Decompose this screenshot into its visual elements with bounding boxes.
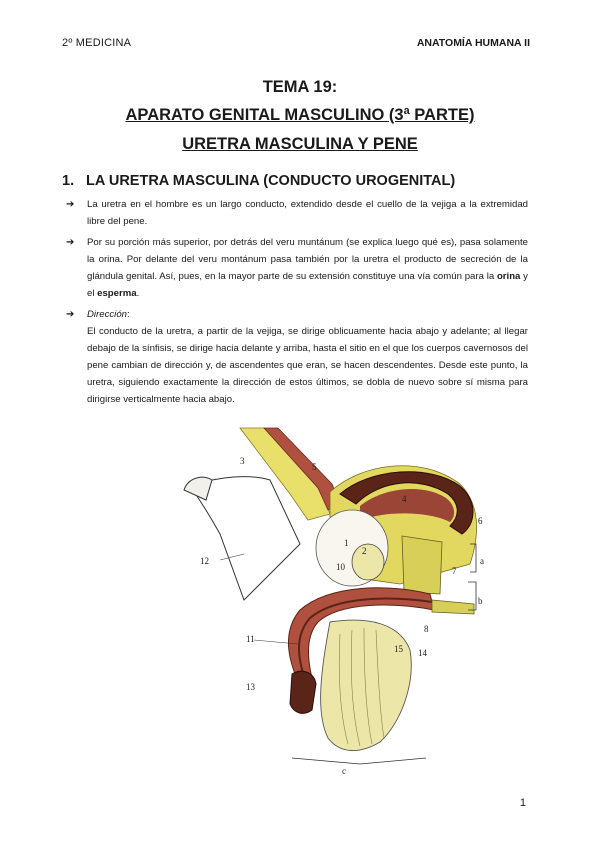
- label-2: 2: [362, 546, 367, 556]
- page-number: 1: [519, 797, 526, 809]
- label-8: 8: [424, 624, 429, 634]
- bullet-list: [66, 196, 528, 412]
- direction-paragraph: El conducto de la uretra, a partir de la vejiga, se dirige oblicuamente hacia abajo y adelante; al llegar debajo de la sínfisis, se dirige hacia delante y arriba, hasta el sitio en el que los cuerpos cavernosos del pene cambian de dirección y, de ascendentes que eran, se hacen descendentes. Desde este punto, la uretra, siguiendo exactamente la dirección de estos últimos, se dobla de nuevo sobre sí misma para dirigirse verticalmente hacia abajo.: [87, 326, 528, 405]
- label-3: 3: [240, 456, 245, 466]
- label-4: 4: [402, 494, 407, 504]
- label-7: 7: [452, 566, 457, 576]
- seminal-gland: [402, 536, 442, 594]
- header-course: 2º MEDICINA: [62, 37, 132, 49]
- arrow-icon: ➔: [66, 309, 75, 320]
- label-14: 14: [418, 648, 427, 658]
- bullet-item: [66, 196, 528, 230]
- label-1: 1: [344, 538, 349, 548]
- label-a: a: [480, 556, 484, 566]
- arrow-icon: ➔: [66, 199, 75, 210]
- label-b: b: [478, 596, 483, 606]
- bullet-item: [66, 234, 528, 302]
- section-number: 1.: [62, 173, 75, 189]
- header-subject: ANATOMÍA HUMANA II: [416, 37, 530, 49]
- label-10: 10: [336, 562, 345, 572]
- bullet-text: y el: [87, 271, 528, 299]
- anatomical-figure: [180, 424, 500, 780]
- label-13: 13: [246, 682, 255, 692]
- scrotum: [321, 620, 412, 750]
- label-11: 11: [246, 634, 255, 644]
- bullet-text: .: [136, 288, 140, 299]
- section-heading: [62, 173, 455, 189]
- arrow-icon: ➔: [66, 237, 75, 248]
- label-5: 5: [312, 462, 317, 472]
- label-15: 15: [394, 644, 403, 654]
- label-6: 6: [478, 516, 483, 526]
- topic-title: APARATO GENITAL MASCULINO (3ª PARTE): [125, 106, 475, 124]
- bullet-text: Por su porción más superior, por detrás del veru muntánum (se explica luego qué es), pasa solamente la orina. Por delante del veru montánum pasa también por la uretra el producto de secreción de la glándula genital. Así, pues, en la mayor parte de su extensión constituye una vía común para la: [87, 237, 528, 282]
- topic-number: TEMA 19:: [262, 78, 338, 96]
- bullet-text: La uretra en el hombre es un largo conducto, extendido desde el cuello de la vejiga a la extremidad libre del pene.: [87, 199, 528, 227]
- glans-lower: [290, 671, 316, 713]
- label-colon: :: [127, 309, 130, 320]
- label-c: c: [342, 766, 346, 776]
- label-12: 12: [200, 556, 209, 566]
- brace-c: [292, 758, 426, 764]
- bullet-item: [66, 306, 528, 408]
- bold-term-orina: orina: [496, 271, 521, 282]
- prostate: [352, 544, 384, 580]
- bold-term-esperma: esperma: [97, 288, 137, 299]
- direction-label: Dirección: [87, 309, 127, 320]
- section-title: LA URETRA MASCULINA (CONDUCTO UROGENITAL): [86, 173, 456, 189]
- perineum: [432, 600, 474, 614]
- topic-subtitle: URETRA MASCULINA Y PENE: [182, 135, 418, 153]
